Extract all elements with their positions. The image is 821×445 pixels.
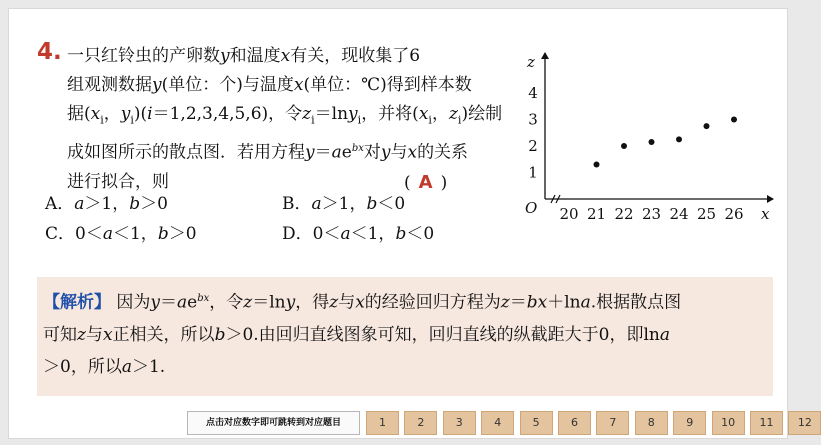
question-line-2: 组观测数据y(单位：个)与温度x(单位：℃)得到样本数 [67,75,472,95]
x-tick-label: 21 [586,205,607,223]
nav-button-3[interactable]: 3 [443,411,476,435]
data-point [649,139,655,145]
data-point [621,143,627,149]
nav-button-5[interactable]: 5 [520,411,553,435]
nav-button-1[interactable]: 1 [366,411,399,435]
x-tick-label: 22 [614,205,634,223]
data-point [594,162,600,168]
option-d: D．0＜a＜1，b＜0 [282,224,435,244]
x-tick-label: 20 [559,205,579,223]
answer-bracket: ( A ) [404,172,448,194]
option-c: C．0＜a＜1，b＞0 [45,224,197,244]
nav-button-10[interactable]: 10 [712,411,745,435]
y-axis-label: z [527,53,535,71]
analysis-box [37,277,773,396]
x-tick-label: 26 [724,205,744,223]
nav-button-9[interactable]: 9 [673,411,706,435]
question-line-1: 一只红铃虫的产卵数y和温度x有关，现收集了6 [67,46,421,66]
nav-button-11[interactable]: 11 [750,411,783,435]
nav-hint: 点击对应数字即可跳转到对应题目 [187,411,360,435]
data-point [704,123,710,129]
nav-button-6[interactable]: 6 [558,411,591,435]
y-tick-label: 1 [528,163,538,182]
analysis-text [43,283,765,383]
question-number: 4. [37,39,62,65]
scatter-plot [515,47,777,237]
question-line-3: 据($x_i$，$y_i)(i=1,2,3,4,5,6)$，令$z_i=\ln y_i$，并将($x_i$，$z_i$)绘制 [67,104,503,127]
nav-button-2[interactable]: 2 [404,411,437,435]
data-point [676,136,682,142]
analysis-tag: 【解析】 [43,292,111,313]
option-b: B．a＞1，b＜0 [282,194,406,214]
x-axis-label: x [761,205,770,223]
analysis-line-3: ＞0，所以a＞1. [43,356,166,377]
option-a: A．a＞1，b＞0 [45,194,168,214]
origin-label: O [525,199,538,217]
y-tick-label: 4 [528,84,538,102]
x-tick-label: 24 [669,205,689,223]
question-text [67,42,507,197]
y-tick-label: 2 [528,137,538,155]
analysis-line-1: 【解析】 因为$y=ae^{bx}$，令z＝lny，得z与x的经验回归方程为z＝bx＋lna.根据散点图 [43,292,682,313]
answer-letter: A [418,172,433,194]
nav-button-7[interactable]: 7 [596,411,629,435]
x-tick-label: 23 [641,205,662,223]
nav-button-12[interactable]: 12 [788,411,821,435]
data-point [731,117,737,123]
analysis-line-2: 可知z与x正相关，所以b＞0.由回归直线图象可知，回归直线的纵截距大于0，即lna [43,324,671,345]
question-line-4: 成如图所示的散点图．若用方程$y=ae^{bx}$对y与x的关系 [67,143,469,164]
y-tick-label: 3 [528,110,538,129]
nav-button-4[interactable]: 4 [481,411,514,435]
nav-button-8[interactable]: 8 [635,411,668,435]
x-tick-label: 25 [696,205,717,223]
slide [8,8,812,439]
question-line-5: 进行拟合，则 ( A ) [67,168,507,197]
